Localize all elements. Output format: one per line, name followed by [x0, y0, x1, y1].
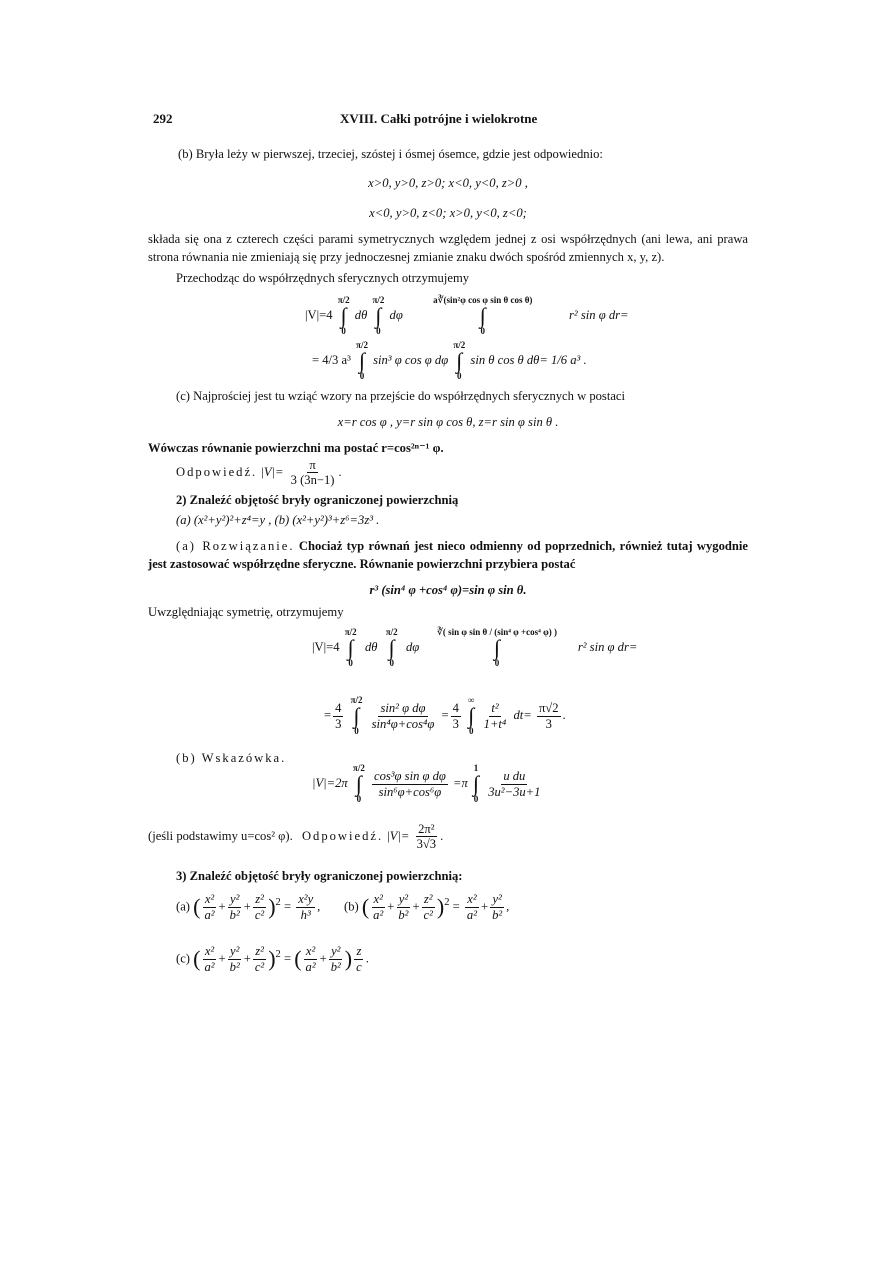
b-transition: Przechodząc do współrzędnych sferycznych otrzymujemy: [176, 271, 470, 285]
task-2-equations: (a) (x²+y²)²+z⁴=y , (b) (x²+y²)³+z⁶=3z³ .: [176, 513, 380, 527]
task-2-surface-eq: r³ (sin⁴ φ +cos⁴ φ)=sin φ sin θ.: [369, 583, 527, 597]
equation-2-2: = $\frac{4}{3}$ π/2 ∫ 0 $\frac{\text{sin² φ dφ}}{\text{sin⁴φ+cos⁴φ}}$ = $\frac{4}{3}$ ∞ ∫ 0 $\frac{\text{t²}}{\text{1+t⁴}}$ dt= $\frac{\pi√2}{3}$ .: [324, 695, 566, 736]
task-2-symmetry: Uwzględniając symetrię, otrzymujemy: [148, 605, 344, 619]
task-3-eq-a: (a) ( $\frac{\text{x²}}{\text{a²}}$ + $\frac{\text{y²}}{\text{b²}}$ + $\frac{\text{z²}}{\text{c²}}$ )$^2$ = $\frac{\text{x²y}}{\text{h³}}$ ,: [176, 892, 333, 922]
b-symmetry-text: składa się ona z czterech części parami symetrycznych względem jednej z osi współrzędnych (ani lewa, ani prawa strona równania nie zmieniają się przy jednoczesnej zmianie znaku dwóch spośród zmiennych x, y, z).: [148, 232, 748, 264]
equation-b-1: |V|=4 π/2 ∫ 0 dθ π/2 ∫ 0 dφ a∛(sin²φ cos φ sin θ cos θ) ∫ 0 r² sin φ dr=: [305, 295, 629, 336]
task-3-eq-c: (c) ( $\frac{\text{x²}}{\text{a²}}$ + $\frac{\text{y²}}{\text{b²}}$ + $\frac{\text{z²}}{\text{c²}}$ )$^2$ = ( $\frac{\text{x²}}{\text{a²}}$ + $\frac{\text{y²}}{\text{b²}}$ ) $\frac{z}{c}$ .: [176, 944, 369, 974]
c-surface: Wówczas równanie powierzchni ma postać r=cos²ⁿ⁻¹ φ.: [148, 441, 444, 455]
c-formula: x=r cos φ , y=r sin φ cos θ, z=r sin φ sin θ .: [337, 415, 559, 429]
task-2-solution: (a) Rozwiązanie. Chociaż typ równań jest nieco odmienny od poprzednich, również tutaj wygodnie jest zastosować współrzędne sferyczne. Równanie powierzchni przybiera postać: [148, 539, 748, 571]
b-intro: (b) Bryła leży w pierwszej, trzeciej, szóstej i ósmej ósemce, gdzie jest odpowiednio:: [178, 147, 603, 161]
task-2: 2) Znaleźć objętość bryły ograniczonej powierzchnią: [176, 493, 459, 507]
task-2-answer: (jeśli podstawimy u=cos² φ). Odpowiedź. |V|= $\frac{\text{2π²}}{3√3}$ .: [148, 822, 444, 852]
b-conditions-1: x>0, y>0, z>0; x<0, y<0, z>0 ,: [368, 176, 528, 190]
page-number: 292: [153, 111, 173, 126]
task-3: 3) Znaleźć objętość bryły ograniczonej powierzchnią:: [176, 869, 463, 883]
task-3-eq-b: (b) ( $\frac{\text{x²}}{\text{a²}}$ + $\frac{\text{y²}}{\text{b²}}$ + $\frac{\text{z²}}{\text{c²}}$ )$^2$ = $\frac{\text{x²}}{\text{a²}}$ + $\frac{\text{y²}}{\text{b²}}$ ,: [344, 892, 510, 922]
hint-label: (b) Wskazówka.: [176, 751, 287, 765]
b-conditions-2: x<0, y>0, z<0; x>0, y<0, z<0;: [369, 206, 527, 220]
c-answer: Odpowiedź. |V|= $\frac{\pi}{3 (3n-1)}$ .: [176, 458, 342, 488]
equation-2-3: |V|=2π π/2 ∫ 0 $\frac{\text{cos³φ sin φ dφ}}{\text{sin⁶φ+cos⁶φ}}$ =π 1 ∫ 0 $\frac{\text{u du}}{\text{3u²−3u+1}}$: [312, 763, 541, 804]
c-intro: (c) Najprościej jest tu wziąć wzory na przejście do współrzędnych sferycznych w postaci: [176, 389, 625, 403]
equation-2-1: |V|=4 π/2 ∫ 0 dθ π/2 ∫ 0 dφ ∛( sin φ sin θ / (sin⁴ φ +cos⁴ φ) ) ∫ 0 r² sin φ dr=: [312, 627, 638, 668]
equation-b-2: = 4/3 a³ π/2 ∫ 0 sin³ φ cos φ dφ π/2 ∫ 0 sin θ cos θ dθ= 1/6 a³ .: [312, 340, 587, 381]
running-title: XVIII. Całki potrójne i wielokrotne: [340, 111, 538, 126]
